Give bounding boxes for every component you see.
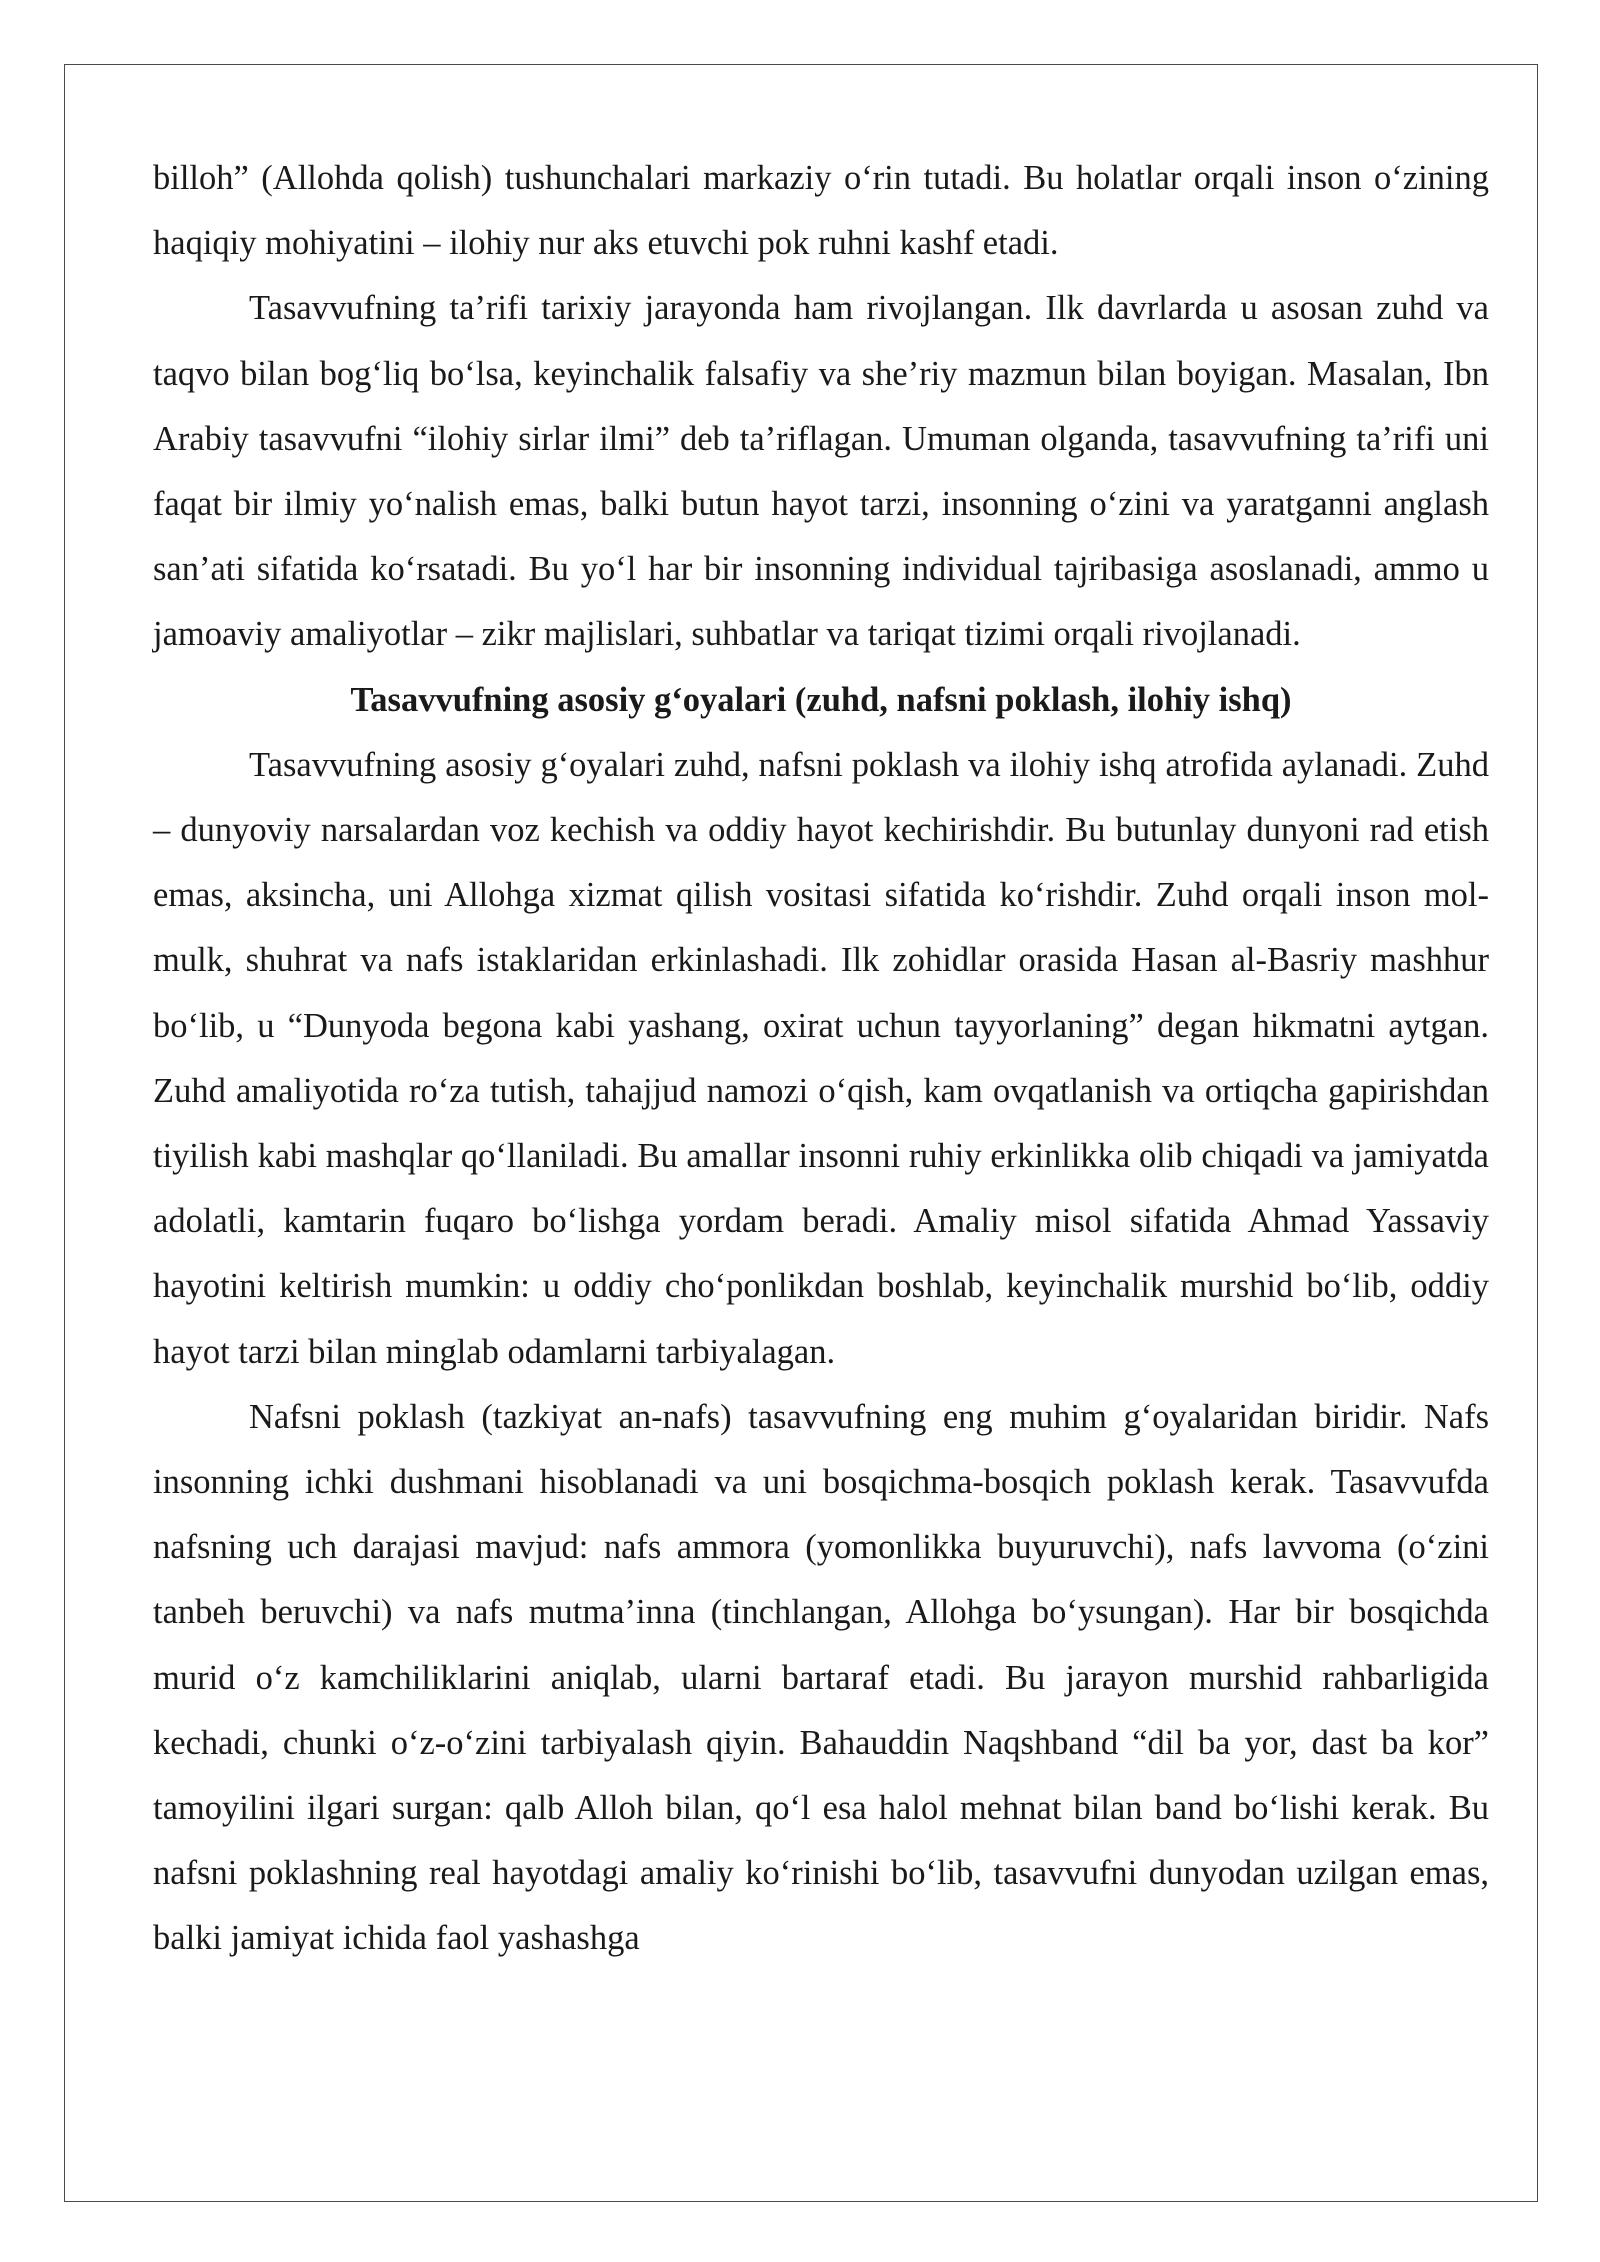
paragraph-2: Tasavvufning ta’rifi tarixiy jarayonda ham rivojlangan. Ilk davrlarda u asosan zuhd va taqvo bilan bog‘liq bo‘lsa, keyinchalik falsafiy va she’riy mazmun bilan boyigan. Masalan, Ibn Arabiy tasavvufni “ilohiy sirlar ilmi” deb ta’riflagan. Umuman olganda, tasavvufning ta’rifi uni faqat bir ilmiy yo‘nalish emas, balki butun hayot tarzi, insonning o‘zini va yaratganni anglash san’ati sifatida ko‘rsatadi. Bu yo‘l har bir insonning individual tajribasiga asoslanadi, ammo u jamoaviy amaliyotlar – zikr majlislari, suhbatlar va tariqat tizimi orqali rivojlanadi. bbox=[153, 289, 1489, 654]
section-heading: Tasavvufning asosiy g‘oyalari (zuhd, nafsni poklash, ilohiy ishq) bbox=[350, 680, 1292, 719]
page-body bbox=[153, 146, 1489, 1972]
paragraph-1: billoh” (Allohda qolish) tushunchalari markaziy o‘rin tutadi. Bu holatlar orqali inson o‘zining haqiqiy mohiyatini – ilohiy nur aks etuvchi pok ruhni kashf etadi. bbox=[153, 159, 1489, 263]
paragraph-4: Nafsni poklash (tazkiyat an-nafs) tasavvufning eng muhim g‘oyalaridan biridir. Nafs insonning ichki dushmani hisoblanadi va uni bosqichma-bosqich poklash kerak. Tasavvufda nafsning uch darajasi mavjud: nafs ammora (yomonlikka buyuruvchi), nafs lavvoma (o‘zini tanbeh beruvchi) va nafs mutma’inna (tinchlangan, Allohga bo‘ysungan). Har bir bosqichda murid o‘z kamchiliklarini aniqlab, ularni bartaraf etadi. Bu jarayon murshid rahbarligida kechadi, chunki o‘z-o‘zini tarbiyalash qiyin. Bahauddin Naqshband “dil ba yor, dast ba kor” tamoyilini ilgari surgan: qalb Alloh bilan, qo‘l esa halol mehnat bilan band bo‘lishi kerak. Bu nafsni poklashning real hayotdagi amaliy ko‘rinishi bo‘lib, tasavvufni dunyodan uzilgan emas, balki jamiyat ichida faol yashashga bbox=[153, 1397, 1489, 1958]
paragraph-3: Tasavvufning asosiy g‘oyalari zuhd, nafsni poklash va ilohiy ishq atrofida aylanadi. Zuhd – dunyoviy narsalardan voz kechish va oddiy hayot kechirishdir. Bu butunlay dunyoni rad etish emas, aksincha, uni Allohga xizmat qilish vositasi sifatida ko‘rishdir. Zuhd orqali inson mol-mulk, shuhrat va nafs istaklaridan erkinlashadi. Ilk zohidlar orasida Hasan al-Basriy mashhur bo‘lib, u “Dunyoda begona kabi yashang, oxirat uchun tayyorlaning” degan hikmatni aytgan. Zuhd amaliyotida ro‘za tutish, tahajjud namozi o‘qish, kam ovqatlanish va ortiqcha gapirishdan tiyilish kabi mashqlar qo‘llaniladi. Bu amallar insonni ruhiy erkinlikka olib chiqadi va jamiyatda adolatli, kamtarin fuqaro bo‘lishga yordam beradi. Amaliy misol sifatida Ahmad Yassaviy hayotini keltirish mumkin: u oddiy cho‘ponlikdan boshlab, keyinchalik murshid bo‘lib, oddiy hayot tarzi bilan minglab odamlarni tarbiyalagan. bbox=[153, 745, 1489, 1371]
